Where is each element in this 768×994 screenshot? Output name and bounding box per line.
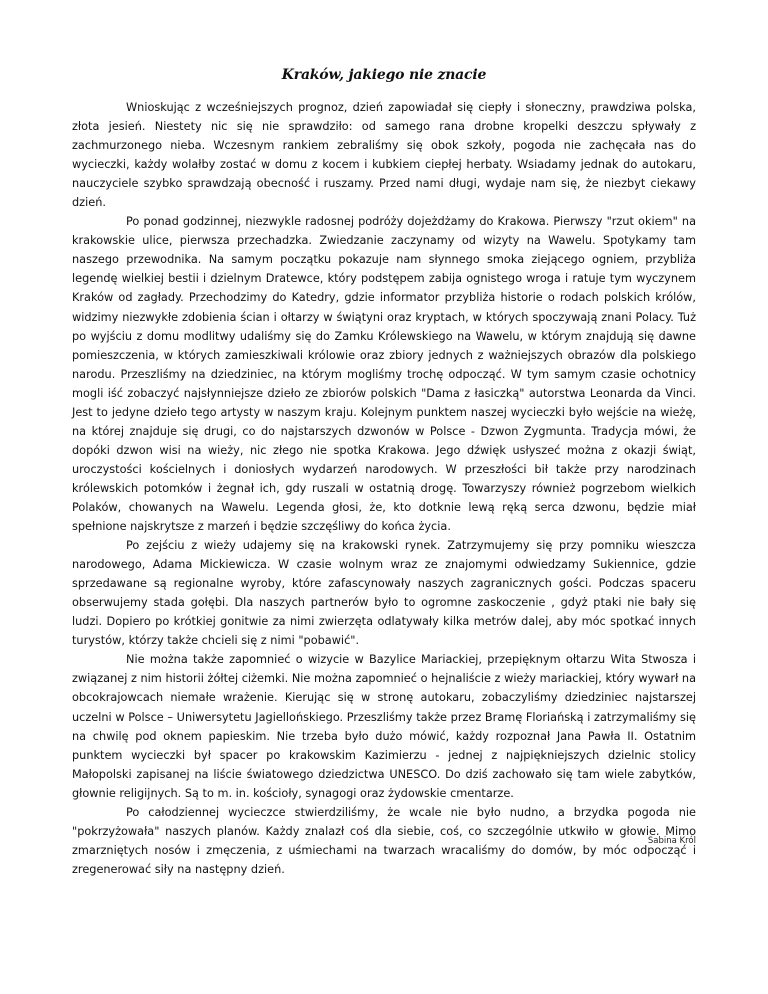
paragraph: Wnioskując z wcześniejszych prognoz, dzień zapowiadał się ciepły i słoneczny, prawdziwa polska, złota jesień. Niestety nic się nie sprawdziło: od samego rana drobne kropelki deszczu spływały z zachmurzonego nieba. Wczesnym rankiem zebraliśmy się obok szkoły, pogoda nie zachęcała nas do wycieczki, każdy wolałby zostać w domu z kocem i kubkiem ciepłej herbaty. Wsiadamy jednak do autokaru, nauczyciele szybko sprawdzają obecność i ruszamy. Przed nami długi, wydaje nam się, że niezbyt ciekawy dzień.	[72, 101, 696, 210]
document-title: Kraków, jakiego nie znacie	[281, 67, 487, 83]
document-body	[72, 98, 696, 879]
paragraph: Po zejściu z wieży udajemy się na krakowski rynek. Zatrzymujemy się przy pomniku wieszcza narodowego, Adama Mickiewicza. W czasie wolnym wraz ze znajomymi odwiedzamy Sukiennice, gdzie sprzedawane są regionalne wyroby, które zafascynowały naszych zagranicznych gości. Podczas spaceru obserwujemy stada gołębi. Dla naszych partnerów było to ogromne zaskoczenie , gdyż ptaki nie bały się ludzi. Dopiero po krótkiej gonitwie za nimi zwierzęta odlatywały kilka metrów dalej, aby móc spotkać innych turystów, którzy także chcieli się z nimi "pobawić".	[72, 539, 696, 648]
paragraph: Po ponad godzinnej, niezwykle radosnej podróży dojeżdżamy do Krakowa. Pierwszy "rzut okiem" na krakowskie ulice, pierwsza przechadzka. Zwiedzanie zaczynamy od wizyty na Wawelu. Spotykamy tam naszego przewodnika. Na samym początku pokazuje nam słynnego smoka ziejącego ogniem, przybliża legendę wielkiej bestii i dzielnym Dratewce, który podstępem zabija ognistego wroga i ratuje tym wyczynem Kraków od zagłady. Przechodzimy do Katedry, gdzie informator przybliża historie o rodach polskich królów, widzimy niezwykłe zdobienia ścian i ołtarzy w świątyni oraz kryptach, w których spoczywają znani Polacy. Tuż po wyjściu z domu modlitwy udaliśmy się do Zamku Królewskiego na Wawelu, w którym znajdują się dawne pomieszczenia, w których zamieszkiwali królowie oraz zbiory jednych z ważniejszych obrazów dla polskiego narodu. Przeszliśmy na dziedziniec, na którym mogliśmy trochę odpocząć. W tym samym czasie ochotnicy mogli iść zobaczyć najsłynniejsze dzieło ze zbiorów polskich "Dama z łasiczką" autorstwa Leonarda da Vinci. Jest to jedyne dzieło tego artysty w naszym kraju. Kolejnym punktem naszej wycieczki było wejście na wieżę, na której znajduje się drugi, co do najstarszych dzwonów w Polsce - Dzwon Zygmunta. Tradycja mówi, że dopóki dzwon wisi na wieży, nic złego nie spotka Krakowa. Jego dźwięk usłyszeć można z okazji świąt, uroczystości kościelnych i doniosłych wydarzeń narodowych. W przeszłości bił także przy narodzinach królewskich potomków i żegnał ich, gdy ruszali w ostatnią drogę. Towarzyszy również pogrzebom wielkich Polaków, chowanych na Wawelu. Legenda głosi, że, kto dotknie lewą ręką serca dzwonu, będzie miał spełnione najskrytsze z marzeń i będzie szczęśliwy do końca życia.	[72, 215, 696, 534]
author-signature: Sabina Król	[647, 836, 696, 846]
paragraph: Nie można także zapomnieć o wizycie w Bazylice Mariackiej, przepięknym ołtarzu Wita Stwosza i związanej z nim historii żółtej ciżemki. Nie można zapomnieć o hejnaliście z wieży mariackiej, który wywarł na obcokrajowcach niemałe wrażenie. Kierując się w stronę autokaru, zobaczyliśmy dziedziniec najstarszej uczelni w Polsce – Uniwersytetu Jagiellońskiego. Przeszliśmy także przez Bramę Floriańską i zatrzymaliśmy się na chwilę pod oknem papieskim. Nie trzeba było dużo mówić, każdy rozpoznał Jana Pawła II. Ostatnim punktem wycieczki był spacer po krakowskim Kazimierzu - jednej z najpiękniejszych dzielnic stolicy Małopolski zapisanej na liście światowego dziedzictwa UNESCO. Do dziś zachowało się tam wiele zabytków, głownie religijnych. Są to m. in. kościoły, synagogi oraz żydowskie cmentarze.	[72, 653, 696, 800]
paragraph: Po całodziennej wycieczce stwierdziliśmy, że wcale nie było nudno, a brzydka pogoda nie "pokrzyżowała" naszych planów. Każdy znalazł coś dla siebie, coś, co szczególnie utkwiło w głowie. Mimo zmarzniętych nosów i zmęczenia, z uśmiechami na twarzach wracaliśmy do domów, by móc odpocząć i zregenerować siły na następny dzień.	[72, 805, 696, 876]
